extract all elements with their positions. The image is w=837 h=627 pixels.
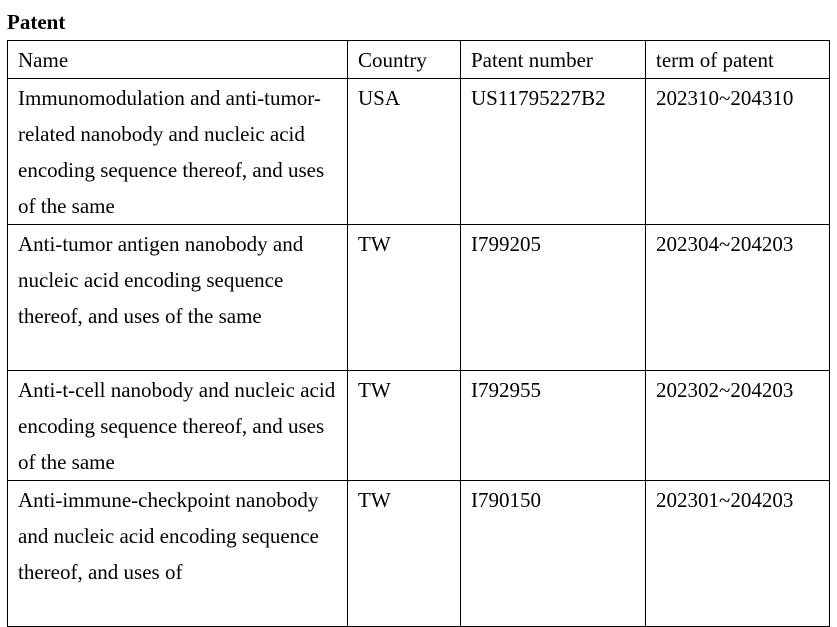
column-header-name: Name bbox=[8, 41, 348, 79]
term-cell: 202301~204203 bbox=[646, 481, 830, 627]
table-row bbox=[8, 481, 830, 627]
term-cell: 202304~204203 bbox=[646, 225, 830, 371]
country-cell: TW bbox=[348, 371, 461, 481]
country-cell: TW bbox=[348, 225, 461, 371]
patent-name-cell: Anti-t-cell nanobody and nucleic acid encoding sequence thereof, and uses of the same bbox=[8, 371, 348, 481]
section-heading: Patent bbox=[7, 10, 66, 34]
patent-table bbox=[7, 40, 830, 627]
term-cell: 202310~204310 bbox=[646, 79, 830, 225]
term-cell: 202302~204203 bbox=[646, 371, 830, 481]
patent-number-cell: I792955 bbox=[461, 371, 646, 481]
patent-name-cell: Anti-immune-checkpoint nanobody and nucleic acid encoding sequence thereof, and uses of bbox=[8, 481, 348, 627]
patent-number-cell: I799205 bbox=[461, 225, 646, 371]
column-header-patent-number: Patent number bbox=[461, 41, 646, 79]
table-header-row bbox=[8, 41, 830, 79]
country-cell: USA bbox=[348, 79, 461, 225]
table-row bbox=[8, 225, 830, 371]
patent-number-cell: US11795227B2 bbox=[461, 79, 646, 225]
patent-name-cell: Immunomodulation and anti-tumor-related nanobody and nucleic acid encoding sequence thereof, and uses of the same bbox=[8, 79, 348, 225]
table-row bbox=[8, 371, 830, 481]
table-row bbox=[8, 79, 830, 225]
country-cell: TW bbox=[348, 481, 461, 627]
column-header-country: Country bbox=[348, 41, 461, 79]
patent-number-cell: I790150 bbox=[461, 481, 646, 627]
patent-name-cell: Anti-tumor antigen nanobody and nucleic acid encoding sequence thereof, and uses of the same bbox=[8, 225, 348, 371]
column-header-term: term of patent bbox=[646, 41, 830, 79]
